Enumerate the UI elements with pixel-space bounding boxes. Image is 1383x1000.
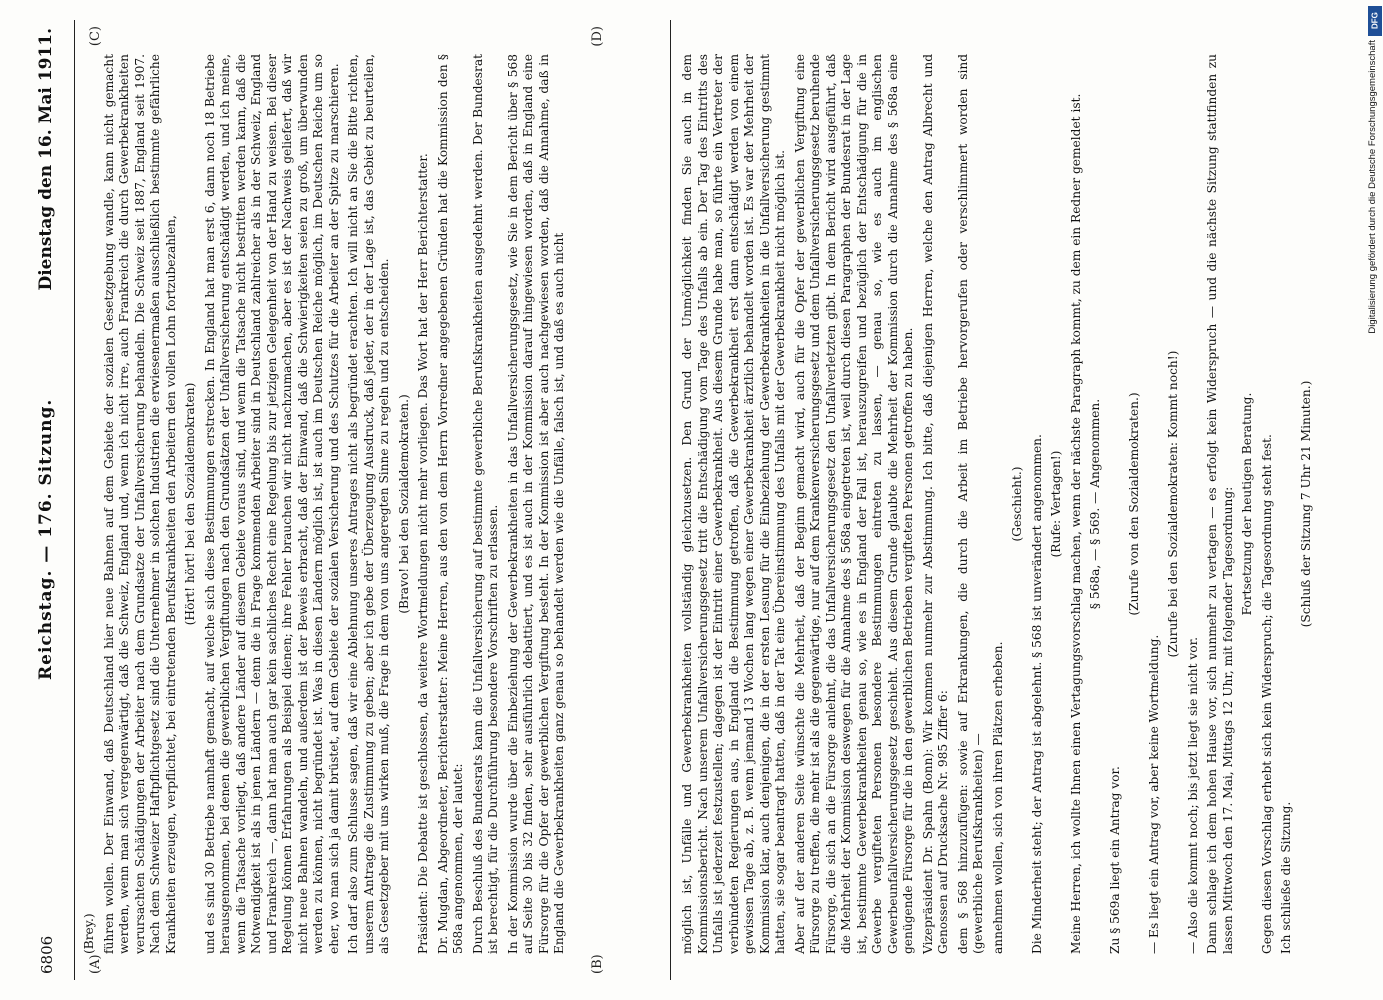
paragraph: In der Kommission wurde über die Einbeziehung der Gewerbekrankheiten in das Unfallversicherungsgesetz, wie Sie in dem Bericht über § 568 auf Seite 30 bis 32 finden, sehr ausführlich debattiert, und es ist auch in der Kommission darauf hingewiesen worden, daß in England eine Fürsorge für die Opfer der gewerblichen Vergiftung besteht. In der Kommission ist aber auch nachgewiesen worden, daß die Annahme, daß in England die Gewerbekrankheiten ganz genau so behandelt werden wie die Unfälle, falsch ist, und daß es auch nicht [505, 54, 566, 954]
paragraph: Dr. Mugdan, Abgeordneter, Berichterstatter: Meine Herren, aus den von dem Herrn Vorredner angegebenen Gründen hat die Kommission den § 568a angenommen, der lautet: [435, 54, 465, 954]
quoted-provision: Durch Beschluß des Bundesrats kann die Unfallversicherung auf bestimmte gewerbliche Berufskrankheiten ausgedehnt werden. Der Bundesrat ist berechtigt, für die Durchführung besondere Vorschriften zu erlassen. [470, 54, 500, 954]
paragraph: Ich darf also zum Schlusse sagen, daß wir eine Ablehnung unseres Antrages nicht als begründet erachten. Ich will nicht an Sie die Bitte richten, unserem Antrage die Zustimmung zu geben; aber ich gebe der Überzeugung Ausdruck, daß jeder, der in der Lage ist, das Gebiet zu beurteilen, als Gesetzgeber mit uns wirken muß, die Frage in dem von uns angeregten Sinne zu regeln und zu entscheiden. [346, 54, 391, 954]
paragraph: Dann schlage ich dem hohen Hause vor, sich nunmehr zu vertagen — es erfolgt kein Widerspruch — und die nächste Sitzung stattfinden zu lassen Mittwoch den 17. Mai, Mittags 12 Uhr, mit folgender Tagesordnung: [1205, 54, 1235, 954]
paragraph: Aber auf der anderen Seite wünschte die Mehrheit, daß der Beginn gemacht wird, auch für die Opfer der gewerblichen Vergiftung eine Fürsorge zu treffen, die mehr ist als die gegenwärtige, nur auf dem Krankenversicherungsgesetz und dem Unfallversicherungsgesetz beruhende Fürsorge, die sich an die Fürsorge anlehnt, die das Unfallversicherungsgesetz den Unfallverletzten gibt. In dem Bericht wird ausgeführt, daß die Mehrheit der Kommission deswegen für die Annahme des § 568a eingetreten ist, weil durch diesen Paragraphen der Bundesrat in der Lage ist, bestimmte Gewerbekrankheiten genau so, wie es in England der Fall ist, herauszugreifen und bezüglich der Entschädigung für die in Gewerbe vergifteten Personen besondere Bestimmungen eintreten zu lassen, — genau so, wie es auch im englischen Gewerbeunfallversicherungsgesetz geschieht. Aus diesem Grunde glaubte die Mehrheit der Kommission durch die Annahme des § 568a eine genügende Fürsorge für die in den gewerblichen Betrieben vergifteten Personen getroffen zu haben. [792, 54, 915, 954]
margin-mark-a: (A) [88, 954, 103, 974]
column-a [82, 54, 662, 954]
paragraph: — Es liegt ein Antrag vor, aber keine Wortmeldung. [1146, 634, 1161, 954]
paragraph: möglich ist, Unfälle und Gewerbekrankheiten vollständig gleichzusetzen. Den Grund der Unmöglichkeit finden Sie auch in dem Kommissionsbericht. Nach unserem Unfallversicherungsgesetz tritt die Entschädigung vom Tage des Unfalls ab ein. Der Tag des Eintritts des Unfalls ist jederzeit festzustellen; dagegen ist der Eintritt einer Gewerbekrankheit. Aus diesem Grunde habe man, so führte ein Vertreter der verbündeten Regierungen aus, in England die Bestimmung getroffen, daß die Gewerbekrankheit erst dann entschädigt werden von einem gewissen Tage ab, z. B. wenn jemand 13 Wochen lang wegen einer Gewerbekrankheit ärztlich behandelt worden ist. Es war der Mehrheit der Kommission klar, auch denjenigen, die in der ersten Lesung für die Einbeziehung der Gewerbekrankheiten in die Unfallversicherung gestimmt hatten, sie sogar beantragt hatten, daß in der Tat eine Übereinstimmung des Unfalls mit der Gewerbekrankheit nicht möglich ist. [680, 54, 787, 954]
paragraph: führen wollen. Der Einwand, daß Deutschland hier neue Bahnen auf dem Gebiete der sozialen Gesetzgebung wandle, kann nicht gemacht werden, wenn man sich vergegenwärtigt, daß die Schweiz, England und, wenn ich nicht irre, auch Frankreich die durch Gewerbekrankheiten verursachten Schädigungen der Arbeiter nach dem Grundsatze der Unfallversicherung behandeln. Die Schweiz seit 1887, England seit 1907. Nach dem Schweizer Haftpflichtgesetz sind die Unternehmer in solchen Industrien die erwiesenermaßen ausschließlich bestimmte gefährliche Krankheiten erzeugen, verpflichtet, bei eintretenden Berufskrankheiten den Arbeitern den vollen Lohn fortzubezahlen, [101, 54, 178, 954]
paragraph: § 568a, — § 569. — Angenommen. [1088, 398, 1102, 610]
dfg-logo: DFG [1368, 6, 1382, 36]
interjection: (Zurufe von den Sozialdemokraten.) [1127, 392, 1141, 616]
session-close: (Schluß der Sitzung 7 Uhr 21 Minuten.) [1298, 380, 1313, 628]
margin-mark-c: (C) [88, 26, 103, 47]
interjection: (Hört! hört! bei den Sozialdemokraten) [183, 382, 197, 626]
paragraph: Gegen diesen Vorschlag erhebt sich kein Widerspruch; die Tagesordnung steht fest. [1259, 434, 1274, 954]
digitization-credit [1367, 40, 1381, 740]
quoted-amendment: dem § 568 hinzuzufügen: sowie auf Erkrankungen, die durch die Arbeit im Betriebe hervorgerufen oder verschlimmert worden sind (gewerbliche Berufskrankheiten) — [955, 54, 985, 954]
paragraph: Meine Herren, ich wollte Ihnen einen Vertagungsvorschlag machen, wenn der nächste Paragraph kommt, zu dem ein Redner gemeldet ist. [1068, 93, 1083, 954]
agenda-item: Fortsetzung der heutigen Beratung. [1240, 392, 1254, 616]
paragraph: Zu § 569a liegt ein Antrag vor. [1107, 766, 1122, 954]
header-left-title: Reichstag. — 176. Sitzung. [36, 398, 56, 680]
interjection: (Bravo! bei den Sozialdemokraten.) [396, 394, 411, 614]
paragraph: annehmen wollen, sich von ihren Plätzen erheben. [990, 641, 1005, 954]
interjection: (Zurufe bei den Sozialdemokraten: Kommt noch!) [1166, 350, 1180, 658]
interjection: (Rufe: Vertagen!) [1049, 450, 1063, 558]
paragraph: Ich schließe die Sitzung. [1279, 801, 1293, 954]
paragraph: Präsident: Die Debatte ist geschlossen, da weitere Wortmeldungen nicht mehr vorliegen. Das Wort hat der Herr Berichterstatter. [416, 153, 430, 954]
margin-mark-d: (D) [590, 26, 605, 47]
rotated-document-page [30, 20, 1360, 980]
credit-text: Digitalisierung gefördert durch die Deutsche Forschungsgemeinschaft [1367, 40, 1378, 334]
column-divider [670, 20, 671, 980]
paragraph: Die Minderheit steht; der Antrag ist abgelehnt. § 568 ist unverändert angenommen. [1029, 434, 1044, 954]
paragraph: Vizepräsident Dr. Spahn (Bonn): Wir kommen nunmehr zur Abstimmung. Ich bitte, daß diejenigen Herren, welche den Antrag Albrecht und Genossen auf Drucksache Nr. 985 Ziffer 6: [920, 54, 950, 954]
paragraph: und es sind 30 Betriebe namhaft gemacht, auf welche sich diese Bestimmungen erstrecken. In England hat man erst 6, dann noch 18 Betriebe herausgenommen, bei denen die gewerblichen Vergiftungen nach den Grundsätzen der Unfallversicherung entschädigt werden, und ich meine, wenn die Tatsache vorliegt, daß andere Länder auf diesem Gebiete voraus sind, und wenn die Tatsache nicht bestritten werden kann, daß die Notwendigkeit ist als in jenen Ländern — denn die in Frage kommenden Arbeiter sind in Deutschland zahlreicher als in der Schweiz, England und Frankreich —, dann hat man auch gar kein sachliches Recht eine Regelung bis zur jetzigen Gelegenheit von der Hand zu weisen. Bei dieser Regelung können Erfahrungen als Beispiel dienen; ihre Fehler brauchen wir nicht nachzumachen, aber es ist der Nachweis geliefert, daß wir nicht neue Bahnen wandeln, und außerdem ist der Beweis erbracht, daß der Einwand, daß die Schwierigkeiten seien zu groß, um überwunden werden zu können, nicht begründet ist. Was in diesen Ländern möglich ist, ist auch im Deutschen Reiche möglich, im Deutschen Reiche um so eher, wo man sich ja damit brüstet, auf dem Gebiete der sozialen Versicherung und des Schutzes für die Arbeiter an der Spitze zu marschieren. [202, 54, 341, 954]
page-number: 6806 [38, 935, 56, 974]
page-header [30, 20, 75, 980]
header-right-title: Dienstag den 16. Mai 1911. [36, 28, 56, 291]
column-b [680, 54, 1320, 954]
speaker-tag: (Brey.) [82, 913, 96, 954]
interjection: (Geschieht.) [1010, 466, 1024, 542]
paragraph: — Also die kommt noch; bis jetzt liegt sie nicht vor. [1185, 637, 1200, 954]
margin-mark-b: (B) [590, 954, 605, 974]
